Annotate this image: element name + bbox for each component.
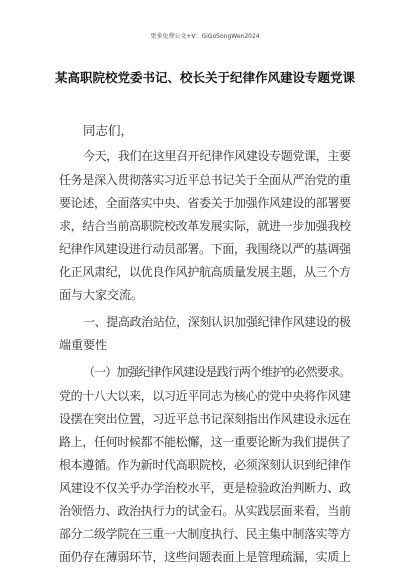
paragraph-line: 求，结合当前高职院校改革发展实际，就进一步加强我校 [59, 219, 351, 233]
paragraph-line: 面仍存在薄弱环节，这些问题表面上是管理疏漏，实质上 [59, 550, 351, 564]
header-note: 更多免费公文+V：GiGoSongWen2024 [150, 33, 260, 40]
paragraph-line: 党的十八大以来，以习近平同志为核心的党中央将作风建 [59, 389, 351, 403]
document-title: 某高职院校党委书记、校长关于纪律作风建设专题党课 [54, 70, 355, 85]
paragraph-line: 根本遵循。作为新时代高职院校，必须深刻认识到纪律作 [59, 458, 351, 472]
paragraph-line: 要论述，全面落实中央、省委关于加强作风建设的部署要 [59, 196, 351, 210]
paragraph-line: 部分二级学院在三重一大制度执行、民主集中制落实等方 [59, 527, 351, 541]
greeting: 同志们， [83, 123, 134, 138]
paragraph-line: 路上，任何时候都不能松懈，这一重要论断为我们提供了 [59, 435, 351, 449]
paragraph-line: 风建设不仅关乎办学治校水平，更是检验政治判断力、政 [59, 481, 351, 495]
section-heading-line: 端重要性 [59, 338, 108, 352]
paragraph-line: 化正风肃纪，以优良作风护航高质量发展主题，从三个方 [59, 265, 351, 279]
paragraph-line: 设摆在突出位置，习近平总书记深刻指出作风建设永远在 [59, 412, 351, 426]
paragraph-line: （一）加强纪律作风建设是践行两个维护的必然要求。 [83, 365, 351, 379]
paragraph-line: 任务是深入贯彻落实习近平总书记关于全面从严治党的重 [59, 173, 351, 187]
paragraph-line: 治领悟力、政治执行力的试金石。从实践层面来看，当前 [59, 504, 351, 518]
paragraph-line: 纪律作风建设进行动员部署。下面，我围绕以严的基调强 [59, 242, 351, 256]
paragraph-line: 今天，我们在这里召开纪律作风建设专题党课，主要 [83, 149, 351, 163]
paragraph-line: 面与大家交流。 [59, 288, 144, 302]
section-heading-line: 一、提高政治站位，深刻认识加强纪律作风建设的极 [83, 315, 351, 329]
